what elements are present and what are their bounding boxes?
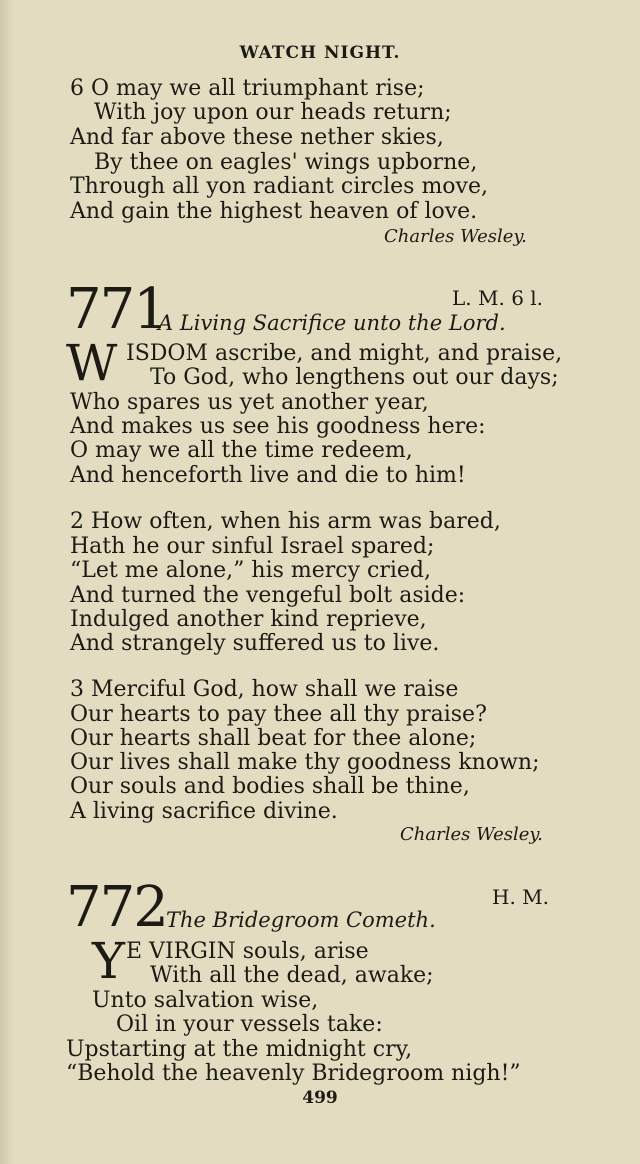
verse-line: A living sacrifice divine. — [70, 799, 338, 824]
hymn-meter: L. M. 6 l. — [452, 286, 544, 310]
verse-line: Our hearts to pay thee all thy praise? — [70, 702, 487, 727]
verse-line: O may we all the time redeem, — [70, 438, 413, 463]
verse-line: And makes us see his goodness here: — [70, 414, 486, 439]
verse-line: “Behold the heavenly Bridegroom nigh!” — [66, 1061, 521, 1086]
page-number: 499 — [302, 1088, 338, 1108]
verse-line: With all the dead, awake; — [150, 963, 434, 988]
verse-line: Through all yon radiant circles move, — [70, 174, 488, 199]
verse-line: 2 How often, when his arm was bared, — [70, 509, 501, 534]
verse-line: By thee on eagles' wings upborne, — [94, 150, 478, 175]
drop-cap: W — [66, 334, 118, 392]
verse-line: And far above these nether skies, — [70, 125, 444, 150]
verse-line: Upstarting at the midnight cry, — [66, 1037, 413, 1062]
verse-line: And gain the highest heaven of love. — [70, 199, 478, 224]
hymn-title: A Living Sacrifice unto the Lord. — [158, 311, 506, 335]
verse-line: Indulged another kind reprieve, — [70, 607, 427, 632]
verse-line: Our hearts shall beat for thee alone; — [70, 726, 477, 751]
verse-line: Who spares us yet another year, — [70, 390, 429, 415]
verse-line: And henceforth live and die to him! — [70, 463, 466, 488]
hymn-number: 771 — [66, 277, 167, 342]
verse-line: E VIRGIN souls, arise — [126, 939, 369, 964]
verse-line: Unto salvation wise, — [92, 988, 319, 1013]
verse-line: ISDOM ascribe, and might, and praise, — [126, 341, 563, 366]
author-attribution: Charles Wesley. — [400, 824, 543, 845]
verse-line: And strangely suffered us to live. — [70, 631, 440, 656]
verse-line: With joy upon our heads return; — [94, 100, 452, 125]
hymn-number: 772 — [66, 875, 167, 940]
running-header: WATCH NIGHT. — [239, 43, 401, 63]
drop-cap: Y — [92, 932, 126, 990]
verse-line: To God, who lengthens out our days; — [150, 365, 559, 390]
verse-line: Our lives shall make thy goodness known; — [70, 750, 540, 775]
verse-line: Our souls and bodies shall be thine, — [70, 774, 470, 799]
verse-line: “Let me alone,” his mercy cried, — [70, 558, 432, 583]
page-gutter-shadow — [0, 0, 14, 1164]
hymn-meter: H. M. — [492, 885, 549, 909]
hymn-title: The Bridegroom Cometh. — [166, 908, 436, 932]
verse-line: 6 O may we all triumphant rise; — [70, 76, 425, 101]
author-attribution: Charles Wesley. — [384, 226, 527, 247]
verse-line: Hath he our sinful Israel spared; — [70, 534, 435, 559]
verse-line: And turned the vengeful bolt aside: — [70, 583, 466, 608]
verse-line: 3 Merciful God, how shall we raise — [70, 677, 459, 702]
verse-line: Oil in your vessels take: — [116, 1012, 383, 1037]
